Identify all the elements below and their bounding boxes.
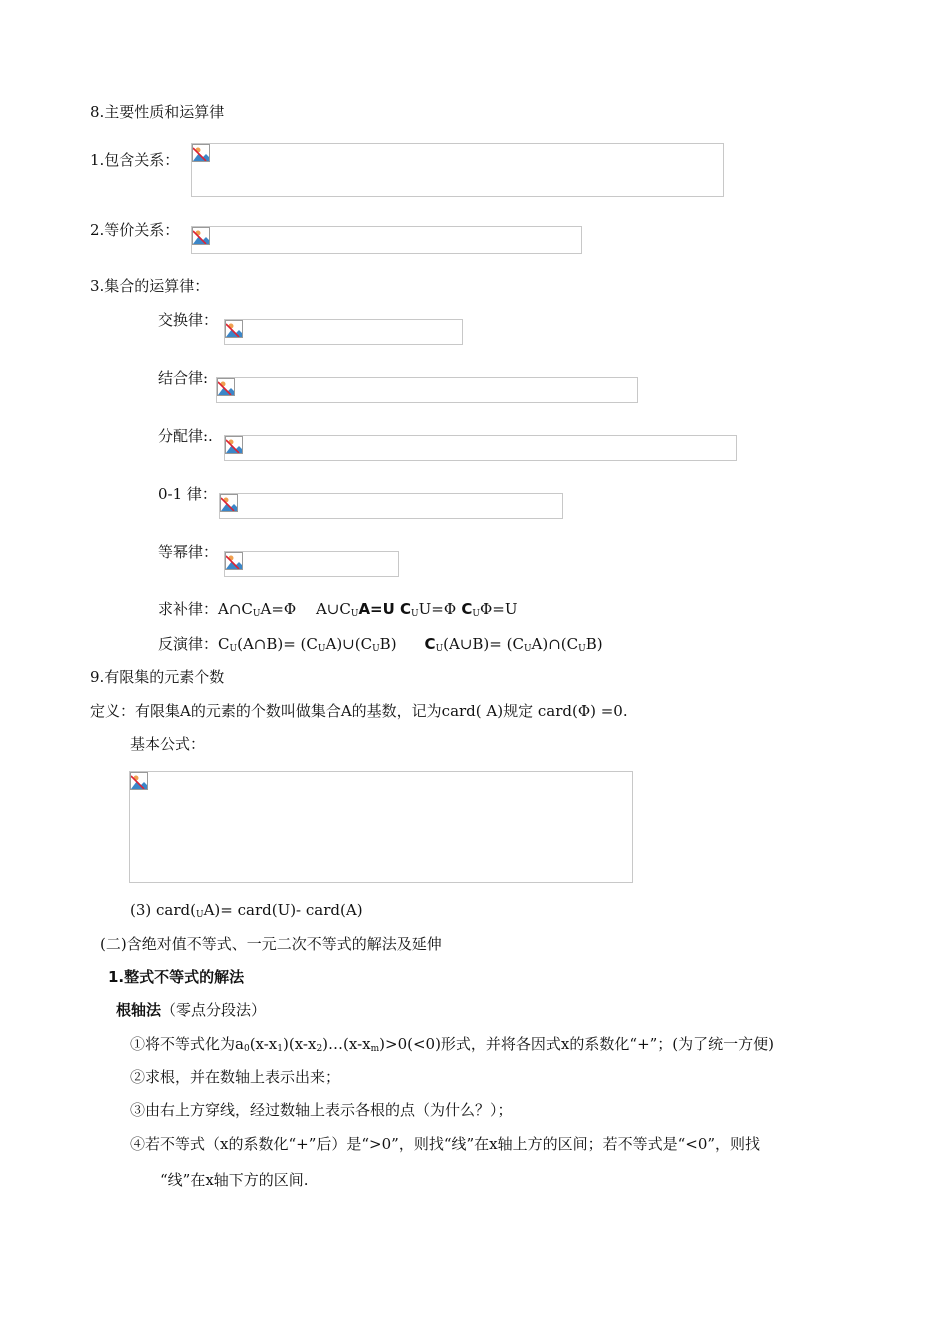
demorgan-text: A)∪(C (325, 635, 373, 653)
operation-laws-label: 3.集合的运算律： (90, 277, 210, 295)
complement-text: A=U (358, 600, 395, 618)
subscript: U (195, 910, 204, 920)
complement-text: A∩C (218, 600, 253, 618)
step-3: ③由右上方穿线，经过数轴上表示各根的点（为什么？）； (130, 1101, 513, 1119)
step-4-continued: “线”在x轴下方的区间. (160, 1171, 309, 1189)
step-text: )(x-x (283, 1035, 317, 1053)
section-9-title: 9.有限集的元素个数 (90, 668, 225, 686)
zero-one-law-image (219, 493, 563, 519)
equivalence-label: 2.等价关系： (90, 221, 180, 239)
step-text: (x-x (249, 1035, 278, 1053)
step-text: ①将不等式化为a (130, 1035, 244, 1053)
demorgan-law (158, 634, 603, 659)
step-4: ④若不等式（x的系数化“+”后）是“>0”，则找“线”在x轴上方的区间；若不等式是“<0”，则找 (130, 1135, 761, 1153)
commutative-label: 交换律： (158, 311, 219, 329)
subscript: U (435, 644, 444, 654)
inclusion-image (191, 143, 724, 197)
step-2: ②求根，并在数轴上表示出来； (130, 1068, 341, 1086)
definition-text: 定义：有限集A的元素的个数叫做集合A的基数，记为card( A)规定 card(Φ) =0. (90, 702, 628, 720)
subscript: m (370, 1044, 380, 1054)
formula-3-text: A)= card(U)- card(A) (203, 901, 363, 919)
complement-text: U=Φ (418, 600, 457, 618)
subscript: U (350, 609, 359, 619)
basic-formula-image (129, 771, 633, 883)
associative-label: 结合律: (158, 369, 209, 387)
broken-image-icon (217, 378, 235, 396)
distributive-label: 分配律:. (158, 427, 213, 445)
broken-image-icon (225, 436, 243, 454)
demorgan-label: 反演律： (158, 635, 219, 653)
complement-law (158, 599, 518, 624)
broken-image-icon (130, 772, 148, 790)
demorgan-text: A)∩(C (531, 635, 579, 653)
broken-image-icon (220, 494, 238, 512)
step-text: )>0(<0)形式，并将各因式x的系数化“+”；(为了统一方便) (379, 1035, 775, 1053)
complement-text: Φ=U (479, 600, 518, 618)
subscript: U (372, 644, 380, 654)
demorgan-text: B) (379, 635, 397, 653)
method-name: 根轴法 (116, 1001, 162, 1019)
step-text: )…(x-x (322, 1035, 371, 1053)
inclusion-label: 1.包含关系： (90, 151, 180, 169)
part-2-title: (二)含绝对值不等式、一元二次不等式的解法及延伸 (100, 935, 442, 953)
equivalence-image (191, 226, 582, 254)
demorgan-text: (A∩B)= (C (237, 635, 318, 653)
idempotent-label: 等幂律： (158, 543, 219, 561)
subscript: U (252, 609, 261, 619)
formula-3-text: (3) card( (130, 901, 196, 919)
subscript: 2 (316, 1044, 323, 1054)
subscript: U (317, 644, 326, 654)
subscript: U (229, 644, 238, 654)
broken-image-icon (225, 552, 243, 570)
subscript: 0 (243, 1044, 250, 1054)
broken-image-icon (192, 227, 210, 245)
formula-3 (130, 900, 363, 925)
demorgan-text: B) (585, 635, 603, 653)
idempotent-image (224, 551, 399, 577)
subscript: 1 (277, 1044, 283, 1054)
broken-image-icon (225, 320, 243, 338)
complement-text: C (456, 600, 473, 618)
demorgan-text: (A∪B)= (C (443, 635, 524, 653)
broken-image-icon (192, 144, 210, 162)
demorgan-text: C (218, 635, 230, 653)
step-1 (130, 1034, 774, 1059)
integral-inequality-heading: 1.整式不等式的解法 (108, 968, 245, 986)
complement-text: A=Φ A∪C (260, 600, 351, 618)
complement-text: C (394, 600, 412, 618)
method-note: （零点分段法） (161, 1001, 267, 1019)
distributive-image (224, 435, 737, 461)
subscript: U (472, 609, 480, 619)
associative-image (216, 377, 638, 403)
section-8-title: 8.主要性质和运算律 (90, 103, 225, 121)
subscript: U (523, 644, 532, 654)
demorgan-text: C (424, 635, 436, 653)
zero-one-law-label: 0-1 律： (158, 485, 217, 503)
root-axis-method (116, 1000, 266, 1020)
complement-law-label: 求补律： (158, 600, 219, 618)
basic-formula-label: 基本公式： (130, 735, 206, 753)
commutative-image (224, 319, 463, 345)
subscript: U (578, 644, 586, 654)
subscript: U (411, 609, 419, 619)
